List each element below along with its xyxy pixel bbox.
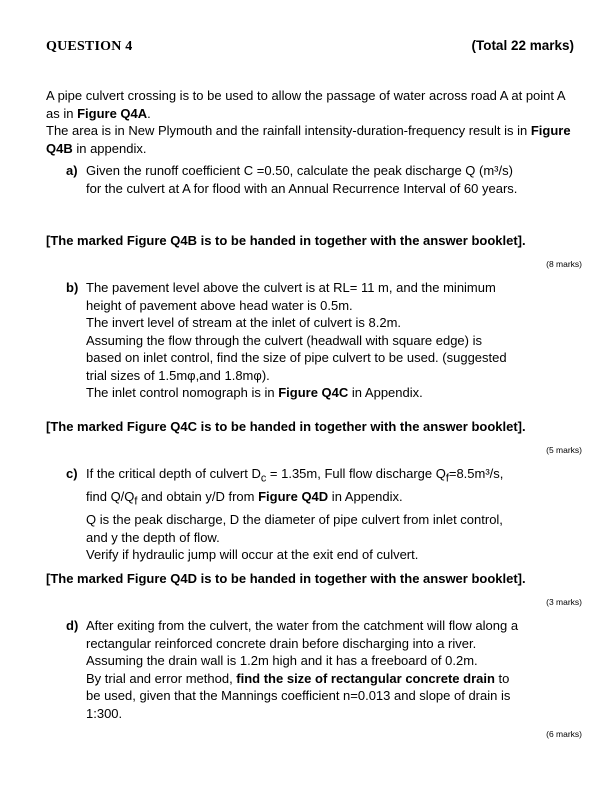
part-b-notice: [The marked Figure Q4C is to be handed in together with the answer booklet]. [46, 419, 526, 434]
part-d-emphasis: find the size of rectangular concrete drain [236, 670, 495, 686]
question-intro [46, 87, 576, 157]
part-a [66, 162, 522, 197]
part-b [66, 279, 518, 402]
part-d-line-3: By trial and error method, find the size of rectangular concrete drain to be used, given that the Mannings coefficient n=0.013 and slope of drain is 1:300. [86, 670, 511, 721]
part-c [66, 465, 518, 564]
intro-paragraph-2: The area is in New Plymouth and the rainfall intensity-duration-frequency result is in Figure Q4B in appendix. [46, 123, 571, 156]
part-b-marks: (5 marks) [546, 445, 582, 455]
part-d-line-1: After exiting from the culvert, the water from the catchment will flow along a rectangular reinforced concrete drain before discharging into a river. [86, 618, 519, 651]
question-title: QUESTION 4 [46, 39, 133, 54]
part-c-line-1: If the critical depth of culvert $D_c = 1.35m$, Full flow discharge $Q_f=8.5m^3/s$, [86, 466, 504, 485]
total-marks: (Total 22 marks) [471, 38, 574, 53]
part-a-text: Given the runoff coefficient C =0.50, calculate the peak discharge Q (m³/s) for the culvert at A for flood with an Annual Recurrence Interval of 60 years. [86, 163, 518, 196]
figure-ref-q4b: Figure Q4B [46, 123, 571, 156]
part-c-line-3: Q is the peak discharge, D the diameter of pipe culvert from inlet control, and y the depth of flow. [86, 512, 503, 545]
intro-paragraph-1: A pipe culvert crossing is to be used to allow the passage of water across road A at point A as in Figure Q4A. [46, 88, 565, 121]
part-b-line-2: The invert level of stream at the inlet of culvert is 8.2m. [86, 315, 402, 330]
figure-ref-q4c: Figure Q4C [278, 385, 349, 400]
question-header [46, 38, 574, 55]
part-b-line-1: The pavement level above the culvert is at RL= 11 m, and the minimum height of pavement above head water is 0.5m. [86, 280, 496, 313]
part-c-line-4: Verify if hydraulic jump will occur at the exit end of culvert. [86, 547, 419, 563]
part-a-marks: (8 marks) [546, 259, 582, 269]
figure-ref-q4d: Figure Q4D [258, 489, 329, 505]
part-a-notice: [The marked Figure Q4B is to be handed in together with the answer booklet]. [46, 233, 526, 248]
part-b-line-3: Assuming the flow through the culvert (headwall with square edge) is based on inlet control, find the size of pipe culvert to be used. (suggested trial sizes of 1.5mφ,and 1.8mφ). [86, 332, 507, 383]
part-b-label: b) [66, 280, 79, 295]
part-c-notice: [The marked Figure Q4D is to be handed in together with the answer booklet]. [46, 571, 526, 586]
part-c-label: c) [66, 466, 78, 481]
part-d [66, 617, 522, 722]
part-d-label: d) [66, 618, 79, 633]
part-c-line-2: find $Q/Q_f$ and obtain y/D from Figure Q4D in Appendix. [86, 489, 403, 508]
part-b-line-4: The inlet control nomograph is in Figure Q4C in Appendix. [86, 385, 423, 400]
part-a-label: a) [66, 163, 78, 178]
part-d-marks: (6 marks) [546, 729, 582, 739]
figure-ref-q4a: Figure Q4A [77, 105, 148, 121]
part-d-line-2: Assuming the drain wall is 1.2m high and it has a freeboard of 0.2m. [86, 653, 478, 668]
part-c-marks: (3 marks) [546, 597, 582, 607]
